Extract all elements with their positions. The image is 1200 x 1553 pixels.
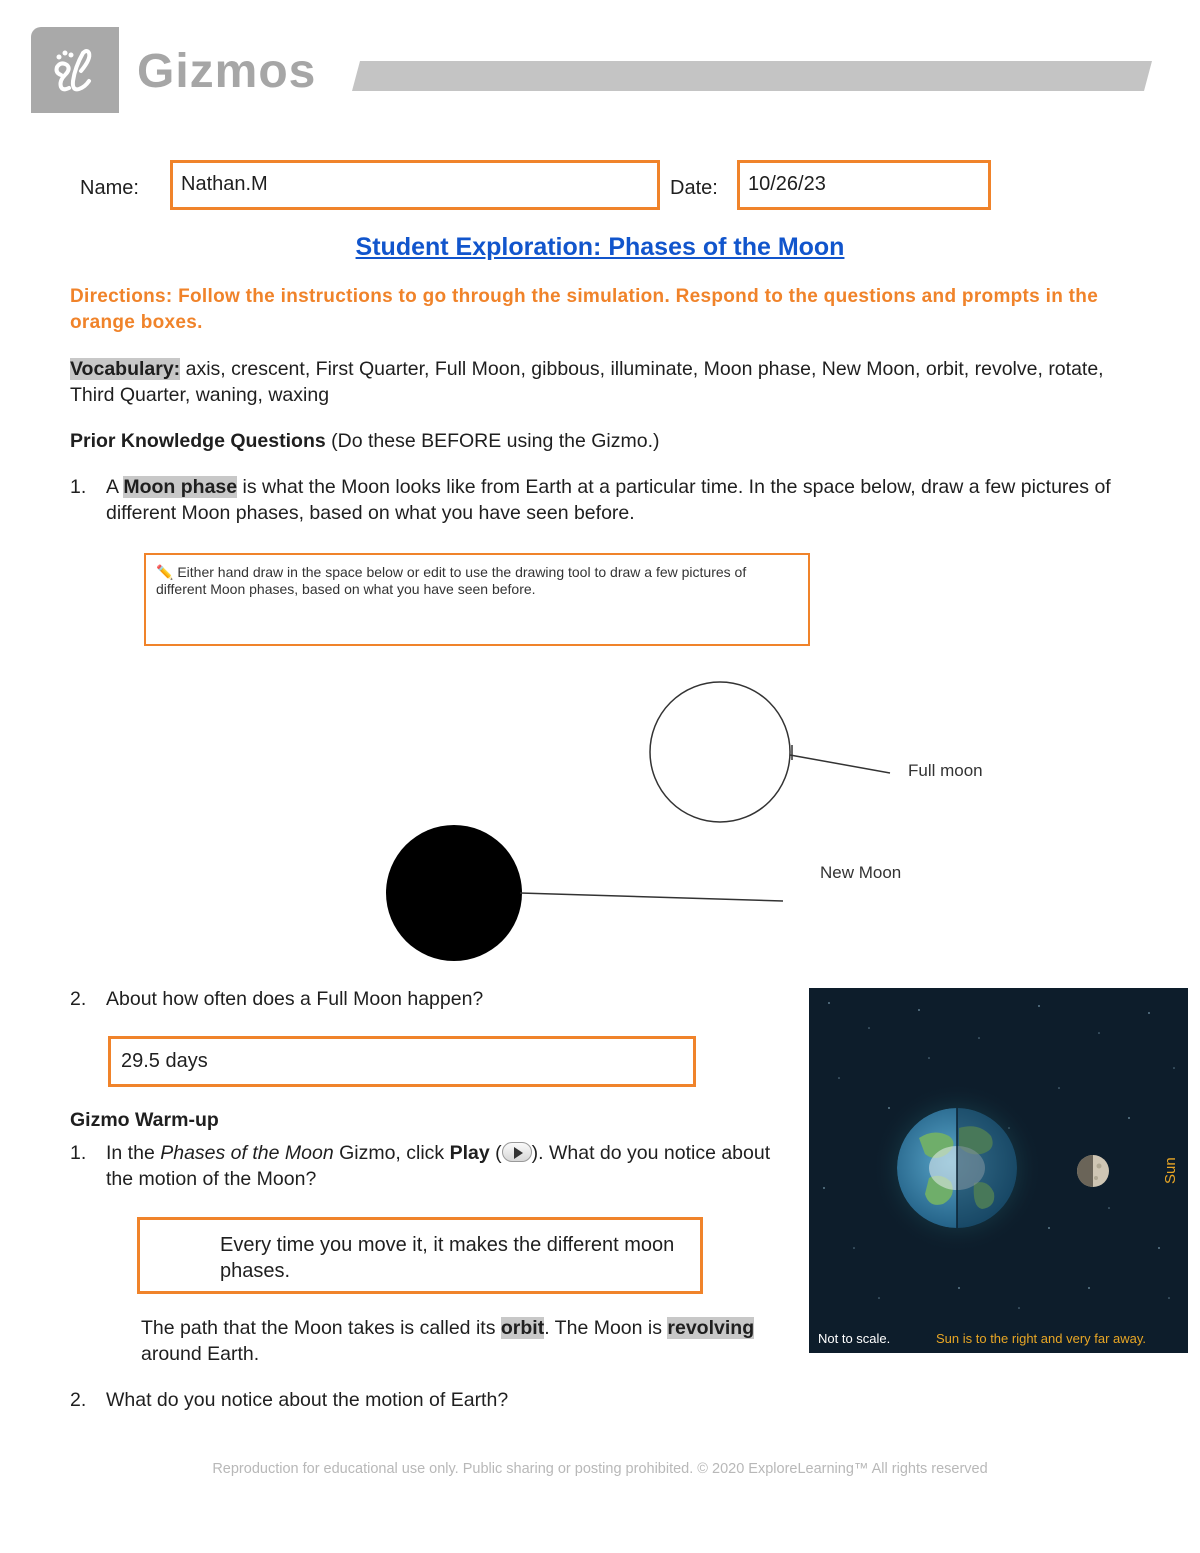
- name-label: Name:: [80, 177, 139, 199]
- moon: [1077, 1155, 1109, 1187]
- section-heading: Prior Knowledge Questions: [70, 430, 326, 452]
- brand-name: Gizmos: [137, 45, 317, 98]
- drawing-prompt-box[interactable]: [144, 553, 810, 646]
- simulation-scene: [809, 988, 1188, 1353]
- prior-knowledge-heading: [70, 428, 660, 454]
- sun-label: Sun: [1162, 1157, 1179, 1184]
- header-bar: [352, 61, 1152, 91]
- term-moon-phase: Moon phase: [123, 476, 238, 498]
- warmup-question-1: In the Phases of the Moon Gizmo, click Play ( ). What do you notice about the motion of the Moon?: [106, 1142, 771, 1190]
- answer-field-warmup-q1[interactable]: Every time you move it, it makes the different moon phases.: [137, 1217, 703, 1294]
- section-note: (Do these BEFORE using the Gizmo.): [331, 430, 660, 452]
- footer: Reproduction for educational use only. Public sharing or posting prohibited. © 2020 ExploreLearning™ All rights reserved: [212, 1461, 988, 1477]
- question-text: A: [106, 476, 124, 498]
- question-1: [106, 474, 1136, 526]
- name-field[interactable]: Nathan.M: [170, 160, 660, 210]
- full-moon-label: Full moon: [908, 761, 983, 780]
- new-moon-circle: [386, 825, 522, 961]
- question-text: is what the Moon looks like from Earth at a particular time. In the space below, draw a few pictures of different Moon phases, based on what you have seen before.: [106, 476, 1111, 524]
- full-moon-circle: [650, 682, 790, 822]
- orbit-paragraph: [141, 1315, 791, 1367]
- explorelearning-logo-icon: [31, 27, 119, 113]
- paragraph-text: around Earth.: [141, 1343, 260, 1365]
- vocabulary-terms: axis, crescent, First Quarter, Full Moon, gibbous, illuminate, Moon phase, New Moon, orbit, revolve, rotate, Third Quarter, waning, waxing: [70, 358, 1104, 406]
- question-number: 1.: [70, 476, 87, 498]
- page-title: Student Exploration: Phases of the Moon: [355, 233, 845, 261]
- question-number: 1.: [70, 1142, 87, 1164]
- question-number: 2.: [70, 1389, 87, 1411]
- simulation-screenshot: [809, 988, 1188, 1353]
- scale-note: Not to scale.: [818, 1331, 891, 1346]
- question-text: ). What do you notice about the motion of the Moon?: [106, 1142, 771, 1190]
- paragraph-text: . The Moon is: [544, 1317, 668, 1339]
- paragraph-text: The path that the Moon takes is called its: [141, 1317, 501, 1339]
- new-moon-pointer: [520, 893, 783, 901]
- vocabulary: [70, 356, 1130, 408]
- play-button[interactable]: [502, 1142, 532, 1162]
- gizmos-logo: [31, 27, 119, 113]
- full-moon-pointer: [790, 755, 890, 773]
- gizmo-name: Phases of the Moon: [160, 1142, 334, 1164]
- question-text: In the: [106, 1142, 161, 1164]
- question-number: 2.: [70, 988, 87, 1010]
- directions: Directions: Follow the instructions to go through the simulation. Respond to the questions and prompts in the orange boxes.: [70, 286, 1099, 333]
- sun-note: Sun is to the right and very far away.: [936, 1331, 1147, 1346]
- term-orbit: orbit: [500, 1317, 545, 1339]
- warmup-question-2-text: What do you notice about the motion of Earth?: [106, 1389, 509, 1411]
- date-field[interactable]: 10/26/23: [737, 160, 991, 210]
- play-label: Play: [449, 1142, 490, 1164]
- drawing-prompt-text: Either hand draw in the space below or edit to use the drawing tool to draw a few pictures of different Moon phases, based on what you have seen before.: [156, 564, 747, 597]
- play-icon: [514, 1147, 523, 1159]
- moon-drawing[interactable]: [0, 660, 1200, 980]
- question-text: Gizmo, click: [333, 1142, 450, 1164]
- question-2-text: About how often does a Full Moon happen?: [106, 988, 484, 1010]
- term-revolving: revolving: [667, 1317, 755, 1339]
- date-label: Date:: [670, 177, 718, 199]
- pencil-icon: ✏️: [156, 564, 174, 580]
- new-moon-label: New Moon: [820, 863, 902, 882]
- vocabulary-label: Vocabulary:: [70, 358, 181, 380]
- answer-field-q2[interactable]: 29.5 days: [108, 1036, 696, 1087]
- warmup-heading: Gizmo Warm-up: [70, 1109, 219, 1131]
